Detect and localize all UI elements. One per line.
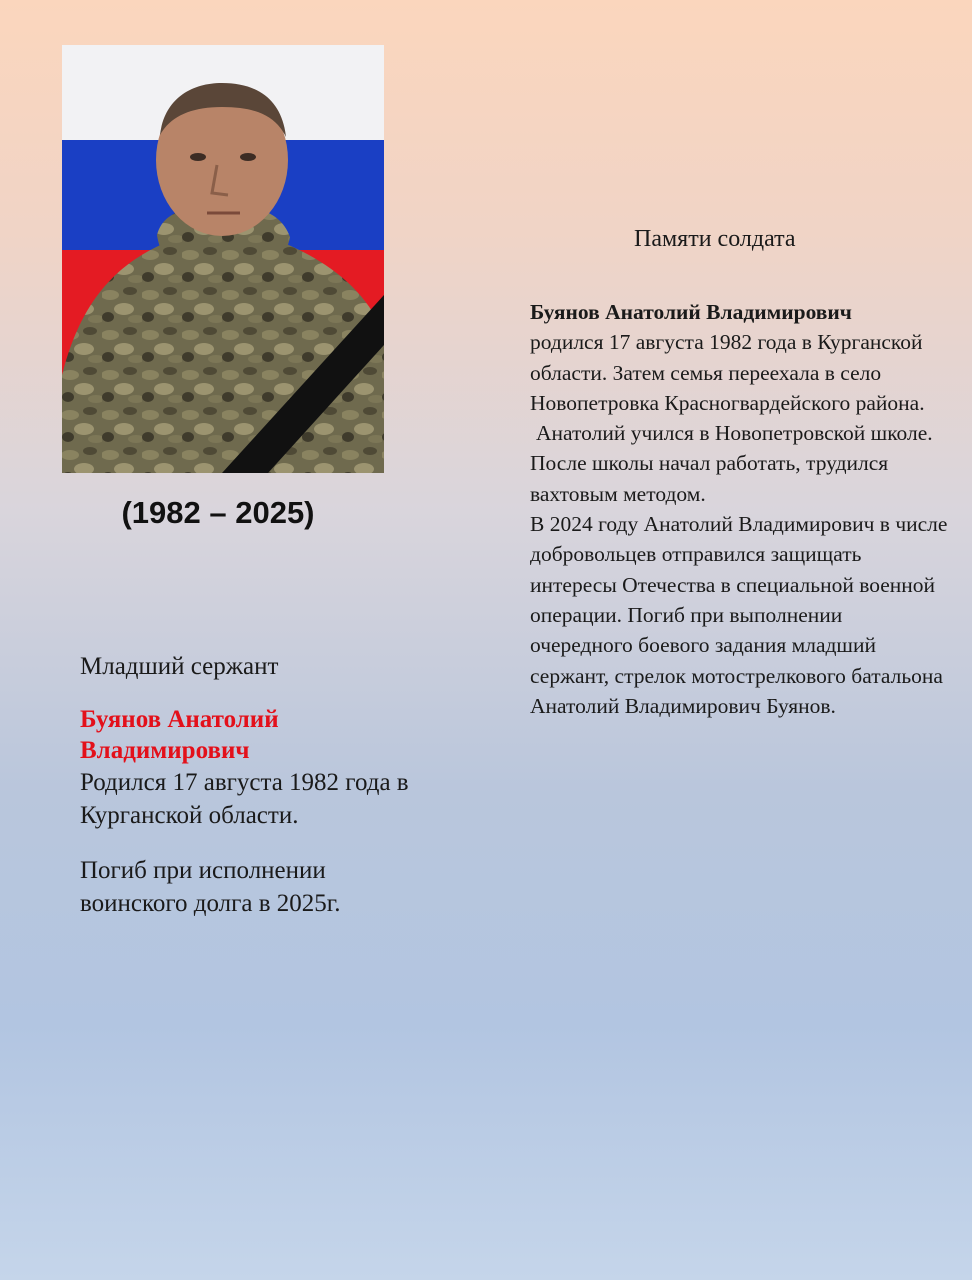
bio-paragraph-3: В 2024 году Анатолий Владимирович в числе добровольцев отправился защищать интересы Отечества в специальной военной операции. Погиб при выполнении очередного боевого задания младший сержант, стрелок мотострелкового батальона Анатолий Владимирович Буянов. [530, 512, 948, 718]
page-title: Памяти солдата [634, 226, 796, 252]
life-years: (1982 – 2025) [121, 495, 315, 530]
soldier-name: Буянов Анатолий Владимирович [80, 706, 279, 764]
death-text: Погиб при исполнении воинского долга в 2025г. [80, 857, 341, 917]
birth-text: Родился 17 августа 1982 года в Курганской области. [80, 769, 409, 829]
left-summary [80, 652, 410, 920]
portrait-image [62, 45, 384, 473]
military-rank: Младший сержант [80, 653, 279, 680]
bio-name: Буянов Анатолий Владимирович [530, 300, 852, 324]
bio-paragraph-1-text: родился 17 августа 1982 года в Курганской области. Затем семья переехала в село Новопетровка Красногвардейского района. [530, 330, 925, 415]
bio-paragraph-1 [530, 297, 950, 418]
memorial-portrait [62, 45, 384, 473]
biography [530, 297, 950, 721]
bio-paragraph-2: Анатолий учился в Новопетровской школе. После школы начал работать, трудился вахтовым методом. [530, 421, 933, 506]
